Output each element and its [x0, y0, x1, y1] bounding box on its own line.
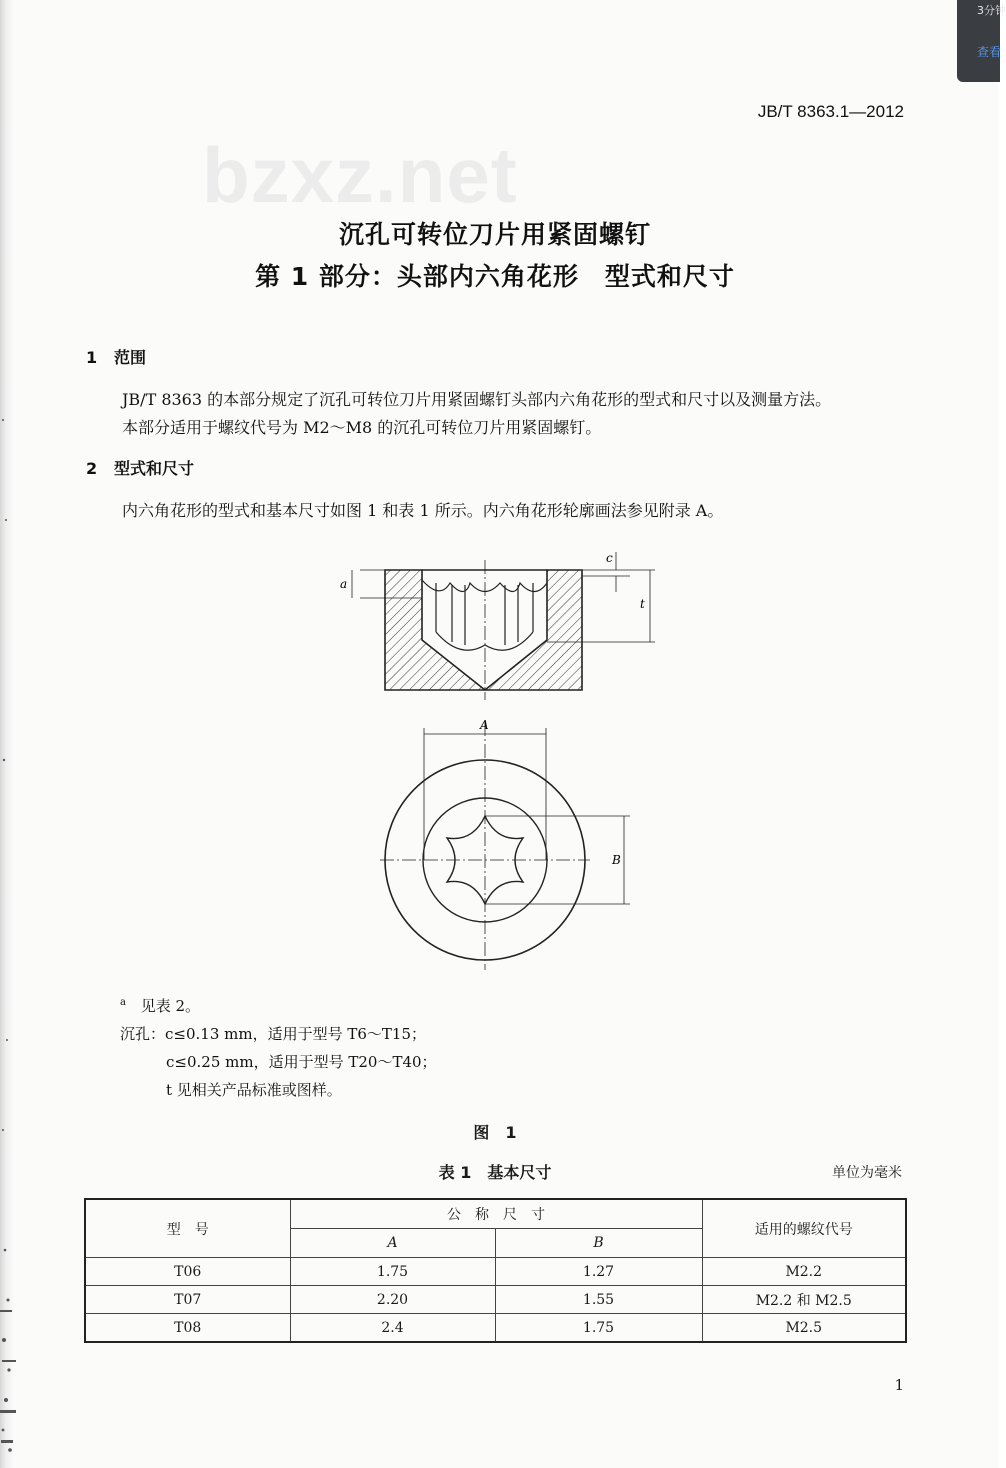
watermark: bzxz.net [202, 131, 518, 219]
reading-popup[interactable] [957, 0, 1006, 82]
top-view [380, 722, 630, 970]
cell-thread: M2.2 和 M2.5 [702, 1286, 906, 1314]
countersink-line-3: t 见相关产品标准或图样。 [166, 1081, 342, 1099]
section-2-number: 2 [86, 459, 98, 478]
title-line-2: 第 1 部分：头部内六角花形 型式和尺寸 [255, 262, 735, 291]
section-1-number: 1 [86, 348, 98, 367]
label-a-section: a [340, 577, 348, 591]
standard-number: JB/T 8363.1—2012 [757, 102, 904, 121]
countersink-label: 沉孔： [120, 1025, 166, 1043]
section-1-paragraph-2: 本部分适用于螺纹代号为 M2～M8 的沉孔可转位刀片用紧固螺钉。 [122, 418, 602, 437]
header-thread: 适用的螺纹代号 [702, 1199, 906, 1258]
table-row [85, 1286, 906, 1314]
basic-dimensions-table [84, 1198, 907, 1343]
cell-thread: M2.5 [702, 1314, 906, 1343]
header-A: A [290, 1229, 495, 1258]
cell-type: T06 [85, 1258, 290, 1286]
section-1-title: 范围 [114, 348, 147, 367]
section-2-paragraph: 内六角花形的型式和基本尺寸如图 1 和表 1 所示。内六角花形轮廓画法参见附录 A。 [122, 501, 724, 520]
header-type: 型 号 [85, 1199, 290, 1258]
cell-type: T07 [85, 1286, 290, 1314]
countersink-note-1 [120, 1023, 426, 1044]
popup-time-text: 3分钟 [977, 4, 1006, 17]
cell-type: T08 [85, 1314, 290, 1343]
section-view [352, 552, 655, 700]
popup-view-link[interactable]: 查看 [977, 45, 1002, 59]
label-c: c [606, 551, 613, 565]
footnote-text: 见表 2。 [140, 997, 201, 1015]
label-B-dimension: B [612, 853, 621, 867]
section-1-paragraph-1: JB/T 8363 的本部分规定了沉孔可转位刀片用紧固螺钉头部内六角花形的型式和尺寸以及测量方法。 [122, 390, 832, 409]
table-caption: 表 1 基本尺寸 [438, 1163, 552, 1182]
figure-caption: 图 1 [473, 1123, 517, 1142]
footnote-a [120, 995, 200, 1016]
cell-A: 2.20 [290, 1286, 495, 1314]
countersink-line-2: c≤0.25 mm，适用于型号 T20～T40； [166, 1053, 437, 1071]
header-nominal: 公 称 尺 寸 [290, 1199, 702, 1229]
cell-B: 1.27 [495, 1258, 702, 1286]
cell-A: 1.75 [290, 1258, 495, 1286]
label-t: t [640, 597, 645, 611]
section-hatched-body [385, 570, 582, 690]
section-2-title: 型式和尺寸 [114, 459, 195, 478]
cell-A: 2.4 [290, 1314, 495, 1343]
countersink-line-1: c≤0.13 mm，适用于型号 T6～T15； [165, 1025, 427, 1043]
cell-B: 1.75 [495, 1314, 702, 1343]
footnote-mark: a [120, 997, 126, 1008]
cell-thread: M2.2 [702, 1258, 906, 1286]
unit-note: 单位为毫米 [832, 1165, 902, 1181]
cell-B: 1.55 [495, 1286, 702, 1314]
label-A-dimension: A [480, 718, 489, 732]
table-row [85, 1314, 906, 1343]
lobe-profile-top [422, 580, 547, 592]
page-number: 1 [894, 1376, 904, 1394]
header-B: B [495, 1229, 702, 1258]
table-row [85, 1258, 906, 1286]
title-line-1: 沉孔可转位刀片用紧固螺钉 [338, 220, 651, 249]
